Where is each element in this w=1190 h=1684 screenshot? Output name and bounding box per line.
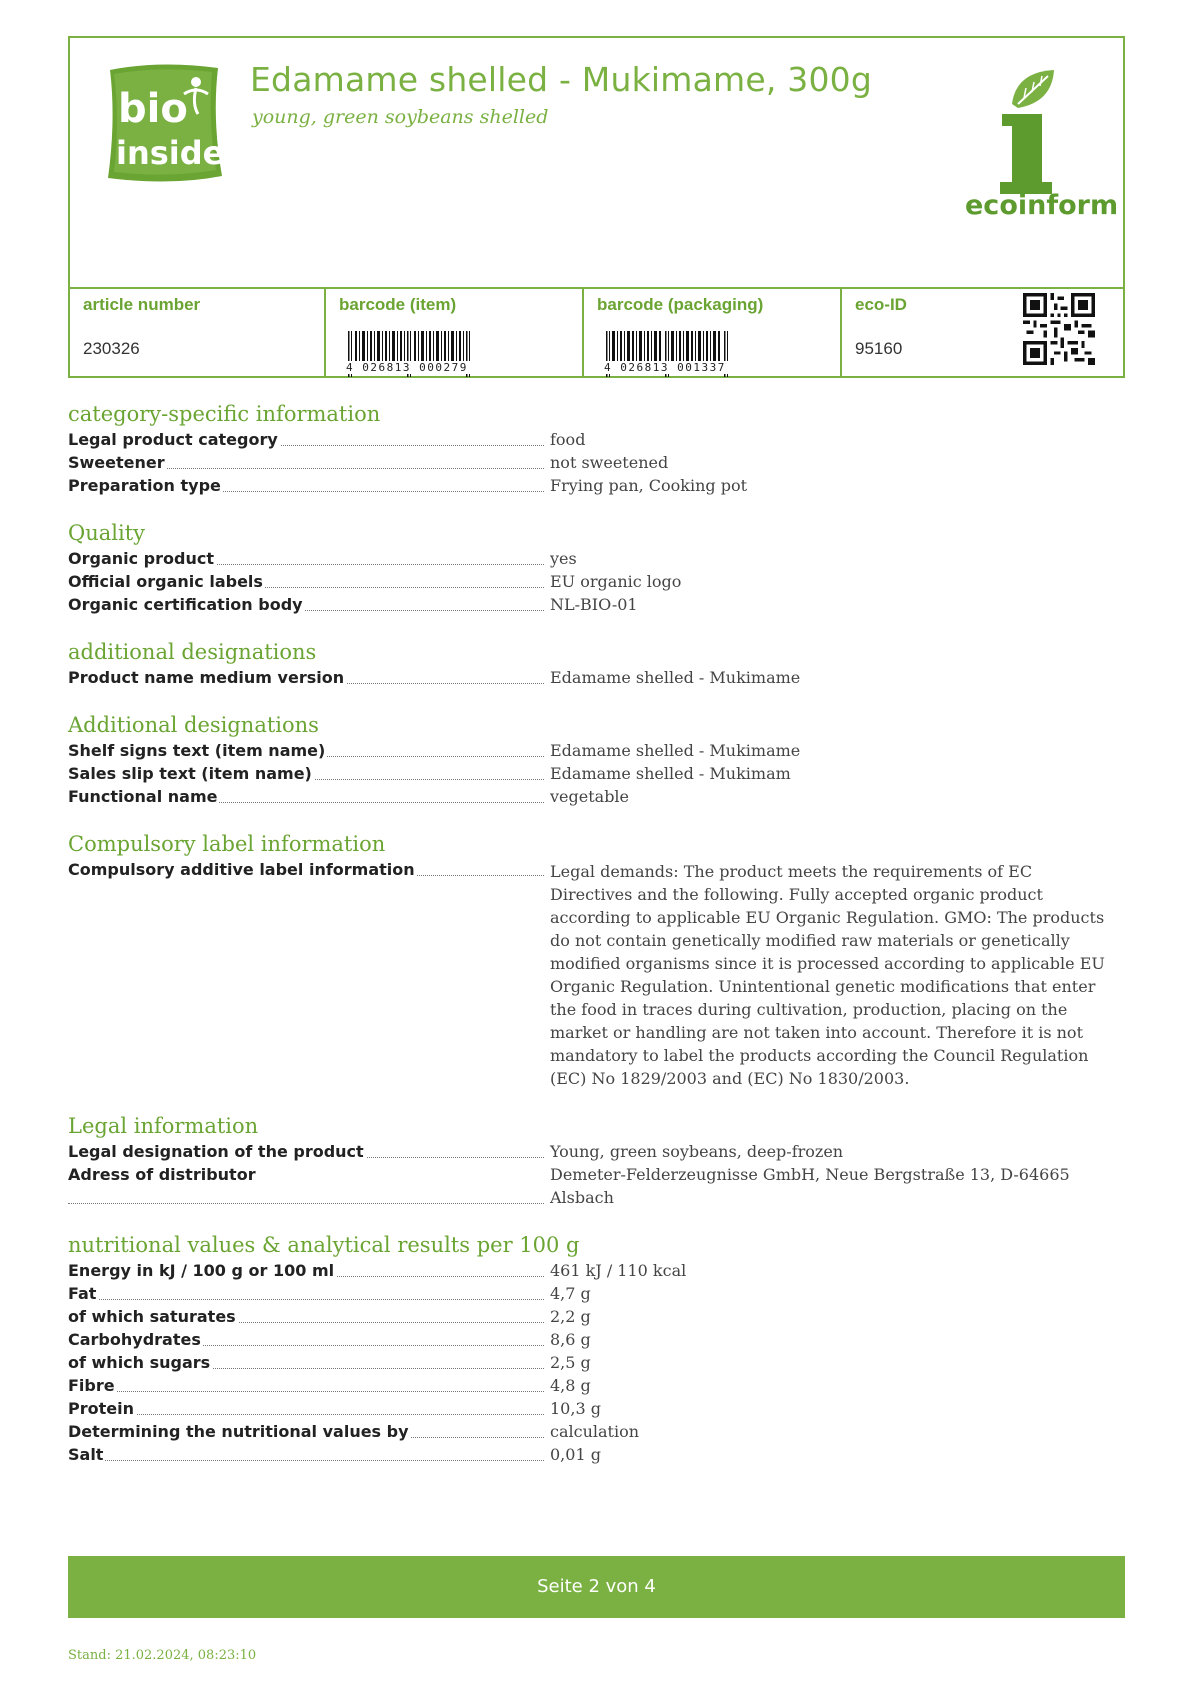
row-value: Edamame shelled - Mukimame bbox=[550, 741, 801, 760]
row-label: of which sugars bbox=[68, 1351, 548, 1374]
section-legal bbox=[68, 1112, 1125, 1209]
row-value: Edamame shelled - Mukimam bbox=[550, 764, 791, 783]
barcode-item-digits: 4 026813 000279 bbox=[346, 361, 486, 374]
section-title: Additional designations bbox=[68, 713, 319, 737]
article-number-value: 230326 bbox=[83, 339, 140, 358]
section-title: additional designations bbox=[68, 640, 317, 664]
table-row bbox=[68, 1259, 1125, 1282]
row-value: 2,5 g bbox=[550, 1353, 591, 1372]
row-value: EU organic logo bbox=[550, 572, 682, 591]
page-subtitle: young, green soybeans shelled bbox=[252, 106, 549, 128]
row-value: 2,2 g bbox=[550, 1307, 591, 1326]
table-row bbox=[68, 1163, 1125, 1209]
row-label: Protein bbox=[68, 1397, 548, 1420]
barcode-item-label: barcode (item) bbox=[339, 295, 457, 314]
row-label: Organic certification body bbox=[68, 593, 548, 616]
row-label: Shelf signs text (item name) bbox=[68, 739, 548, 762]
section-additional-designations-2 bbox=[68, 711, 1125, 808]
table-row bbox=[68, 1305, 1125, 1328]
page-title: Edamame shelled - Mukimame, 300g bbox=[250, 60, 873, 99]
row-value: vegetable bbox=[550, 787, 630, 806]
table-row bbox=[68, 1443, 1125, 1466]
row-value: 10,3 g bbox=[550, 1399, 601, 1418]
table-row bbox=[68, 762, 1125, 785]
row-label: Functional name bbox=[68, 785, 548, 808]
row-value: 8,6 g bbox=[550, 1330, 591, 1349]
section-additional-designations bbox=[68, 638, 1125, 689]
sections bbox=[68, 400, 1125, 1488]
table-row bbox=[68, 785, 1125, 808]
table-row bbox=[68, 1397, 1125, 1420]
row-label: Legal designation of the product bbox=[68, 1140, 548, 1163]
row-label: Energy in kJ / 100 g or 100 ml bbox=[68, 1259, 548, 1282]
barcode-packaging-label: barcode (packaging) bbox=[597, 295, 764, 314]
row-label: Compulsory additive label information bbox=[68, 858, 548, 881]
section-title: category-specific information bbox=[68, 402, 381, 426]
header-top bbox=[70, 38, 1123, 288]
table-row bbox=[68, 1420, 1125, 1443]
svg-text:bio: bio bbox=[118, 86, 188, 132]
article-number-label: article number bbox=[83, 295, 201, 314]
row-value: food bbox=[550, 430, 586, 449]
ecoinform-wordmark: ecoinform bbox=[965, 190, 1119, 221]
row-label: Legal product category bbox=[68, 428, 548, 451]
bio-inside-logo bbox=[100, 60, 228, 186]
table-row bbox=[68, 428, 1125, 451]
row-label: Preparation type bbox=[68, 474, 548, 497]
row-label: Determining the nutritional values by bbox=[68, 1420, 548, 1443]
row-value: Legal demands: The product meets the requirements of EC Directives and the following. Fully accepted organic product according to applicable EU Organic Regulation. GMO: The products do not contain genetically modified raw materials or genetically modified organisms since it is processed according to applicable EU Organic Regulation. Unintentional genetic modifications that enter the food in traces during cultivation, production, placing on the market or handling are not taken into account. Therefore it is not mandatory to label the products according the Council Regulation (EC) No 1829/2003 and (EC) No 1830/2003. bbox=[550, 862, 1105, 1088]
table-row bbox=[68, 1374, 1125, 1397]
row-label: Organic product bbox=[68, 547, 548, 570]
table-row bbox=[68, 451, 1125, 474]
table-row bbox=[68, 474, 1125, 497]
row-label: Sweetener bbox=[68, 451, 548, 474]
row-value: yes bbox=[550, 549, 577, 568]
info-row bbox=[70, 287, 1123, 378]
row-label: Sales slip text (item name) bbox=[68, 762, 548, 785]
table-row bbox=[68, 547, 1125, 570]
eco-id-label: eco-ID bbox=[855, 295, 907, 314]
table-row bbox=[68, 666, 1125, 689]
row-value: Edamame shelled - Mukimame bbox=[550, 668, 801, 687]
row-value: not sweetened bbox=[550, 453, 669, 472]
table-row bbox=[68, 1282, 1125, 1305]
section-category bbox=[68, 400, 1125, 497]
row-label: Carbohydrates bbox=[68, 1328, 548, 1351]
table-row bbox=[68, 593, 1125, 616]
table-row bbox=[68, 1351, 1125, 1374]
row-label: Adress of distributor bbox=[68, 1163, 548, 1209]
row-value: 461 kJ / 110 kcal bbox=[550, 1261, 687, 1280]
row-value: 0,01 g bbox=[550, 1445, 601, 1464]
section-title: Legal information bbox=[68, 1114, 259, 1138]
table-row bbox=[68, 1328, 1125, 1351]
table-row bbox=[68, 570, 1125, 593]
section-quality bbox=[68, 519, 1125, 616]
barcode-packaging-cell bbox=[584, 289, 842, 378]
eco-id-value: 95160 bbox=[855, 339, 903, 358]
page-indicator: Seite 2 von 4 bbox=[68, 1556, 1125, 1618]
row-label: Salt bbox=[68, 1443, 548, 1466]
section-title: nutritional values & analytical results per 100 g bbox=[68, 1233, 580, 1257]
svg-text:inside: inside bbox=[116, 134, 225, 172]
row-value: NL-BIO-01 bbox=[550, 595, 638, 614]
timestamp: Stand: 21.02.2024, 08:23:10 bbox=[68, 1648, 257, 1663]
row-value: 4,7 g bbox=[550, 1284, 591, 1303]
section-title: Quality bbox=[68, 521, 145, 545]
row-label: of which saturates bbox=[68, 1305, 548, 1328]
row-label: Fibre bbox=[68, 1374, 548, 1397]
row-value: Frying pan, Cooking pot bbox=[550, 476, 748, 495]
table-row bbox=[68, 858, 1125, 1090]
article-number-cell bbox=[70, 289, 326, 378]
qr-code-icon bbox=[1023, 293, 1095, 365]
barcode-item-cell bbox=[326, 289, 584, 378]
row-label: Product name medium version bbox=[68, 666, 548, 689]
header-box bbox=[68, 36, 1125, 378]
eco-id-cell bbox=[842, 289, 1123, 378]
row-value: 4,8 g bbox=[550, 1376, 591, 1395]
section-compulsory bbox=[68, 830, 1125, 1090]
section-title: Compulsory label information bbox=[68, 832, 386, 856]
table-row bbox=[68, 739, 1125, 762]
table-row bbox=[68, 1140, 1125, 1163]
row-label: Fat bbox=[68, 1282, 548, 1305]
row-label: Official organic labels bbox=[68, 570, 548, 593]
row-value: Demeter-Felderzeugnisse GmbH, Neue Bergstraße 13, D-64665 Alsbach bbox=[550, 1165, 1070, 1207]
row-value: Young, green soybeans, deep-frozen bbox=[550, 1142, 844, 1161]
barcode-packaging-digits: 4 026813 001337 bbox=[604, 361, 744, 374]
row-value: calculation bbox=[550, 1422, 640, 1441]
section-nutrition bbox=[68, 1231, 1125, 1466]
